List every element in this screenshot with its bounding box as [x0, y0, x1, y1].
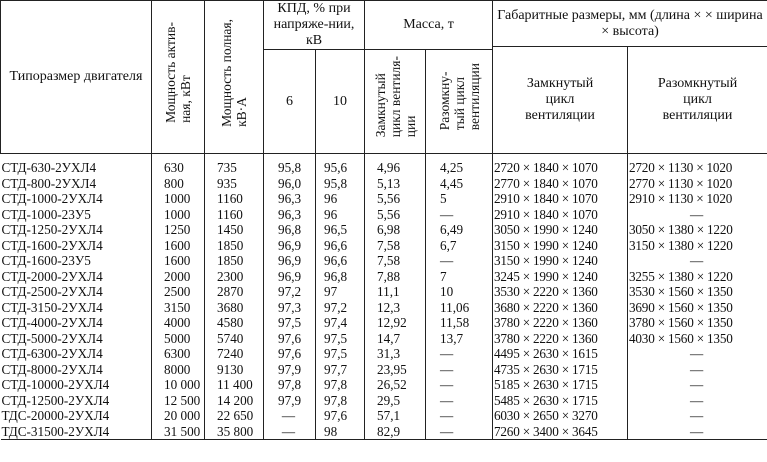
cell-mass-open: — [426, 362, 493, 378]
cell-dimensions-open: — [628, 393, 767, 409]
header-active-power-line1: Мощность актив- [163, 22, 178, 123]
cell-dimensions-open: 3690 × 1560 × 1350 [628, 300, 767, 316]
cell-active-power: 31 500 [152, 424, 205, 440]
cell-efficiency-10kv: 97,7 [316, 362, 365, 378]
cell-efficiency-6kv: 97,6 [264, 331, 316, 347]
cell-mass-closed: 7,58 [365, 238, 426, 254]
header-model: Типоразмер двигателя [1, 1, 152, 154]
cell-mass-open: 11,58 [426, 315, 493, 331]
cell-dimensions-open: — [628, 408, 767, 424]
cell-efficiency-10kv: 97,6 [316, 408, 365, 424]
table-row [1, 362, 767, 378]
cell-mass-closed: 7,58 [365, 253, 426, 269]
table-row [1, 424, 767, 440]
cell-active-power: 630 [152, 154, 205, 176]
cell-efficiency-6kv: 97,9 [264, 362, 316, 378]
cell-efficiency-10kv: 97,5 [316, 331, 365, 347]
cell-full-power: 1450 [205, 222, 264, 238]
cell-mass-open: — [426, 346, 493, 362]
cell-full-power: 1160 [205, 207, 264, 223]
table-row [1, 207, 767, 223]
cell-mass-closed: 12,92 [365, 315, 426, 331]
cell-dimensions-closed: 5185 × 2630 × 1715 [493, 377, 628, 393]
cell-mass-open: — [426, 424, 493, 440]
cell-active-power: 20 000 [152, 408, 205, 424]
cell-efficiency-10kv: 96,8 [316, 269, 365, 285]
cell-full-power: 22 650 [205, 408, 264, 424]
cell-efficiency-10kv: 97,4 [316, 315, 365, 331]
cell-dimensions-closed: 6030 × 2650 × 3270 [493, 408, 628, 424]
table-row [1, 393, 767, 409]
table-row [1, 315, 767, 331]
cell-active-power: 6300 [152, 346, 205, 362]
header-mass-closed-line3: ции [402, 115, 418, 138]
header-full-power-line2: кВ·А [234, 96, 249, 127]
header-mass-open [426, 50, 493, 154]
header-mass-open-line1: Разомкну- [436, 71, 452, 131]
cell-mass-closed: 7,88 [365, 269, 426, 285]
cell-dimensions-open: 3255 × 1380 × 1220 [628, 269, 767, 285]
cell-mass-open: — [426, 207, 493, 223]
cell-mass-closed: 6,98 [365, 222, 426, 238]
header-mass: Масса, т [365, 1, 493, 50]
cell-dimensions-closed: 2720 × 1840 × 1070 [493, 154, 628, 176]
header-dimensions-closed: Замкнутый цикл вентиляции [493, 47, 628, 154]
cell-active-power: 1000 [152, 191, 205, 207]
cell-dimensions-closed: 3530 × 2220 × 1360 [493, 284, 628, 300]
cell-dimensions-closed: 4495 × 2630 × 1615 [493, 346, 628, 362]
cell-mass-closed: 4,96 [365, 154, 426, 176]
cell-full-power: 35 800 [205, 424, 264, 440]
cell-full-power: 1850 [205, 253, 264, 269]
cell-full-power: 2870 [205, 284, 264, 300]
header-active-power [152, 1, 205, 154]
cell-efficiency-10kv: 97,5 [316, 346, 365, 362]
cell-mass-closed: 57,1 [365, 408, 426, 424]
cell-mass-open: — [426, 253, 493, 269]
cell-efficiency-6kv: 96,3 [264, 191, 316, 207]
table-row [1, 176, 767, 192]
cell-dimensions-open: 2910 × 1130 × 1020 [628, 191, 767, 207]
cell-model: ТДС-31500-2УХЛ4 [1, 424, 152, 440]
table-row [1, 222, 767, 238]
cell-mass-open: 11,06 [426, 300, 493, 316]
cell-active-power: 2000 [152, 269, 205, 285]
cell-model: СТД-10000-2УХЛ4 [1, 377, 152, 393]
cell-full-power: 1850 [205, 238, 264, 254]
cell-dimensions-open: 3050 × 1380 × 1220 [628, 222, 767, 238]
cell-model: СТД-1000-23У5 [1, 207, 152, 223]
cell-model: СТД-800-2УХЛ4 [1, 176, 152, 192]
cell-efficiency-10kv: 97,8 [316, 377, 365, 393]
table-row [1, 408, 767, 424]
cell-efficiency-6kv: — [264, 408, 316, 424]
cell-efficiency-10kv: 97,8 [316, 393, 365, 409]
cell-mass-closed: 11,1 [365, 284, 426, 300]
cell-mass-closed: 5,13 [365, 176, 426, 192]
cell-efficiency-6kv: 97,8 [264, 377, 316, 393]
cell-full-power: 7240 [205, 346, 264, 362]
cell-model: СТД-1600-2УХЛ4 [1, 238, 152, 254]
cell-model: СТД-12500-2УХЛ4 [1, 393, 152, 409]
cell-mass-closed: 29,5 [365, 393, 426, 409]
header-efficiency-10kv: 10 [316, 50, 365, 154]
header-dimensions: Габаритные размеры, мм (длина × × ширина × высота) [493, 1, 767, 47]
cell-active-power: 1600 [152, 253, 205, 269]
cell-efficiency-6kv: 96,8 [264, 222, 316, 238]
cell-efficiency-10kv: 97,2 [316, 300, 365, 316]
cell-efficiency-6kv: 96,3 [264, 207, 316, 223]
cell-full-power: 935 [205, 176, 264, 192]
cell-dimensions-open: 2720 × 1130 × 1020 [628, 154, 767, 176]
cell-dimensions-open: 3780 × 1560 × 1350 [628, 315, 767, 331]
cell-efficiency-6kv: — [264, 424, 316, 440]
cell-mass-closed: 26,52 [365, 377, 426, 393]
cell-full-power: 14 200 [205, 393, 264, 409]
cell-dimensions-open: — [628, 207, 767, 223]
cell-active-power: 4000 [152, 315, 205, 331]
cell-efficiency-6kv: 96,9 [264, 253, 316, 269]
cell-efficiency-6kv: 96,9 [264, 269, 316, 285]
cell-full-power: 3680 [205, 300, 264, 316]
cell-mass-closed: 14,7 [365, 331, 426, 347]
cell-mass-open: 6,49 [426, 222, 493, 238]
table-row [1, 191, 767, 207]
cell-efficiency-6kv: 97,3 [264, 300, 316, 316]
cell-mass-closed: 5,56 [365, 207, 426, 223]
cell-mass-open: 4,45 [426, 176, 493, 192]
header-mass-closed-line1: Замкнутый [372, 73, 388, 138]
cell-active-power: 1250 [152, 222, 205, 238]
cell-dimensions-closed: 2770 × 1840 × 1070 [493, 176, 628, 192]
cell-dimensions-open: 3150 × 1380 × 1220 [628, 238, 767, 254]
cell-full-power: 2300 [205, 269, 264, 285]
header-full-power [205, 1, 264, 154]
cell-efficiency-6kv: 97,5 [264, 315, 316, 331]
cell-efficiency-6kv: 96,0 [264, 176, 316, 192]
cell-mass-closed: 31,3 [365, 346, 426, 362]
cell-mass-open: — [426, 393, 493, 409]
cell-efficiency-10kv: 95,6 [316, 154, 365, 176]
header-mass-open-line2: тый цикл [451, 77, 467, 131]
cell-model: СТД-6300-2УХЛ4 [1, 346, 152, 362]
table-row [1, 154, 767, 176]
cell-dimensions-open: — [628, 253, 767, 269]
cell-active-power: 800 [152, 176, 205, 192]
cell-efficiency-6kv: 97,6 [264, 346, 316, 362]
table-row [1, 284, 767, 300]
cell-mass-closed: 23,95 [365, 362, 426, 378]
cell-model: СТД-2000-2УХЛ4 [1, 269, 152, 285]
cell-model: СТД-1000-2УХЛ4 [1, 191, 152, 207]
cell-model: СТД-8000-2УХЛ4 [1, 362, 152, 378]
cell-model: ТДС-20000-2УХЛ4 [1, 408, 152, 424]
header-efficiency-6kv: 6 [264, 50, 316, 154]
cell-dimensions-closed: 3680 × 2220 × 1360 [493, 300, 628, 316]
cell-model: СТД-630-2УХЛ4 [1, 154, 152, 176]
cell-dimensions-closed: 5485 × 2630 × 1715 [493, 393, 628, 409]
cell-active-power: 1000 [152, 207, 205, 223]
cell-mass-closed: 5,56 [365, 191, 426, 207]
cell-dimensions-closed: 3150 × 1990 × 1240 [493, 253, 628, 269]
cell-mass-open: 7 [426, 269, 493, 285]
cell-dimensions-closed: 3780 × 2220 × 1360 [493, 315, 628, 331]
cell-full-power: 11 400 [205, 377, 264, 393]
cell-active-power: 3150 [152, 300, 205, 316]
cell-dimensions-open: 3530 × 1560 × 1350 [628, 284, 767, 300]
cell-efficiency-6kv: 97,9 [264, 393, 316, 409]
cell-active-power: 10 000 [152, 377, 205, 393]
table-row [1, 377, 767, 393]
cell-model: СТД-4000-2УХЛ4 [1, 315, 152, 331]
cell-efficiency-6kv: 97,2 [264, 284, 316, 300]
cell-mass-closed: 12,3 [365, 300, 426, 316]
cell-efficiency-10kv: 96 [316, 207, 365, 223]
cell-mass-closed: 82,9 [365, 424, 426, 440]
table-row [1, 300, 767, 316]
cell-dimensions-closed: 2910 × 1840 × 1070 [493, 207, 628, 223]
cell-dimensions-open: — [628, 424, 767, 440]
cell-full-power: 735 [205, 154, 264, 176]
cell-efficiency-10kv: 95,8 [316, 176, 365, 192]
cell-active-power: 8000 [152, 362, 205, 378]
cell-full-power: 5740 [205, 331, 264, 347]
table-row [1, 331, 767, 347]
cell-dimensions-open: 4030 × 1560 × 1350 [628, 331, 767, 347]
cell-model: СТД-5000-2УХЛ4 [1, 331, 152, 347]
table-row [1, 253, 767, 269]
cell-active-power: 2500 [152, 284, 205, 300]
cell-model: СТД-1250-2УХЛ4 [1, 222, 152, 238]
cell-efficiency-10kv: 96,6 [316, 253, 365, 269]
cell-dimensions-closed: 3245 × 1990 × 1240 [493, 269, 628, 285]
cell-model: СТД-2500-2УХЛ4 [1, 284, 152, 300]
header-active-power-line2: ная, кВт [178, 75, 193, 123]
cell-efficiency-10kv: 96,6 [316, 238, 365, 254]
cell-efficiency-10kv: 97 [316, 284, 365, 300]
header-efficiency: КПД, % при напряже-нии, кВ [264, 1, 365, 50]
cell-efficiency-6kv: 95,8 [264, 154, 316, 176]
cell-efficiency-10kv: 96,5 [316, 222, 365, 238]
table-body [1, 154, 767, 440]
cell-dimensions-open: — [628, 377, 767, 393]
cell-full-power: 4580 [205, 315, 264, 331]
table-row [1, 346, 767, 362]
header-full-power-line1: Мощность полная, [219, 18, 234, 127]
cell-mass-open: — [426, 408, 493, 424]
header-mass-closed-line2: цикл вентиля- [387, 56, 403, 138]
cell-mass-open: 4,25 [426, 154, 493, 176]
cell-model: СТД-3150-2УХЛ4 [1, 300, 152, 316]
table-row [1, 238, 767, 254]
cell-model: СТД-1600-23У5 [1, 253, 152, 269]
cell-active-power: 5000 [152, 331, 205, 347]
cell-dimensions-closed: 7260 × 3400 × 3645 [493, 424, 628, 440]
header-mass-open-line3: вентиляции [466, 63, 482, 131]
cell-dimensions-open: — [628, 346, 767, 362]
cell-dimensions-closed: 2910 × 1840 × 1070 [493, 191, 628, 207]
cell-full-power: 1160 [205, 191, 264, 207]
cell-mass-open: 10 [426, 284, 493, 300]
cell-dimensions-closed: 4735 × 2630 × 1715 [493, 362, 628, 378]
cell-efficiency-10kv: 98 [316, 424, 365, 440]
table-row [1, 269, 767, 285]
cell-efficiency-10kv: 96 [316, 191, 365, 207]
cell-dimensions-closed: 3150 × 1990 × 1240 [493, 238, 628, 254]
header-mass-closed [365, 50, 426, 154]
cell-efficiency-6kv: 96,9 [264, 238, 316, 254]
header-dimensions-open: Разомкнутый цикл вентиляции [628, 47, 767, 154]
cell-dimensions-open: — [628, 362, 767, 378]
cell-active-power: 12 500 [152, 393, 205, 409]
cell-full-power: 9130 [205, 362, 264, 378]
cell-dimensions-open: 2770 × 1130 × 1020 [628, 176, 767, 192]
cell-mass-open: 6,7 [426, 238, 493, 254]
cell-dimensions-closed: 3050 × 1990 × 1240 [493, 222, 628, 238]
cell-active-power: 1600 [152, 238, 205, 254]
cell-dimensions-closed: 3780 × 2220 × 1360 [493, 331, 628, 347]
cell-mass-open: — [426, 377, 493, 393]
cell-mass-open: 13,7 [426, 331, 493, 347]
cell-mass-open: 5 [426, 191, 493, 207]
